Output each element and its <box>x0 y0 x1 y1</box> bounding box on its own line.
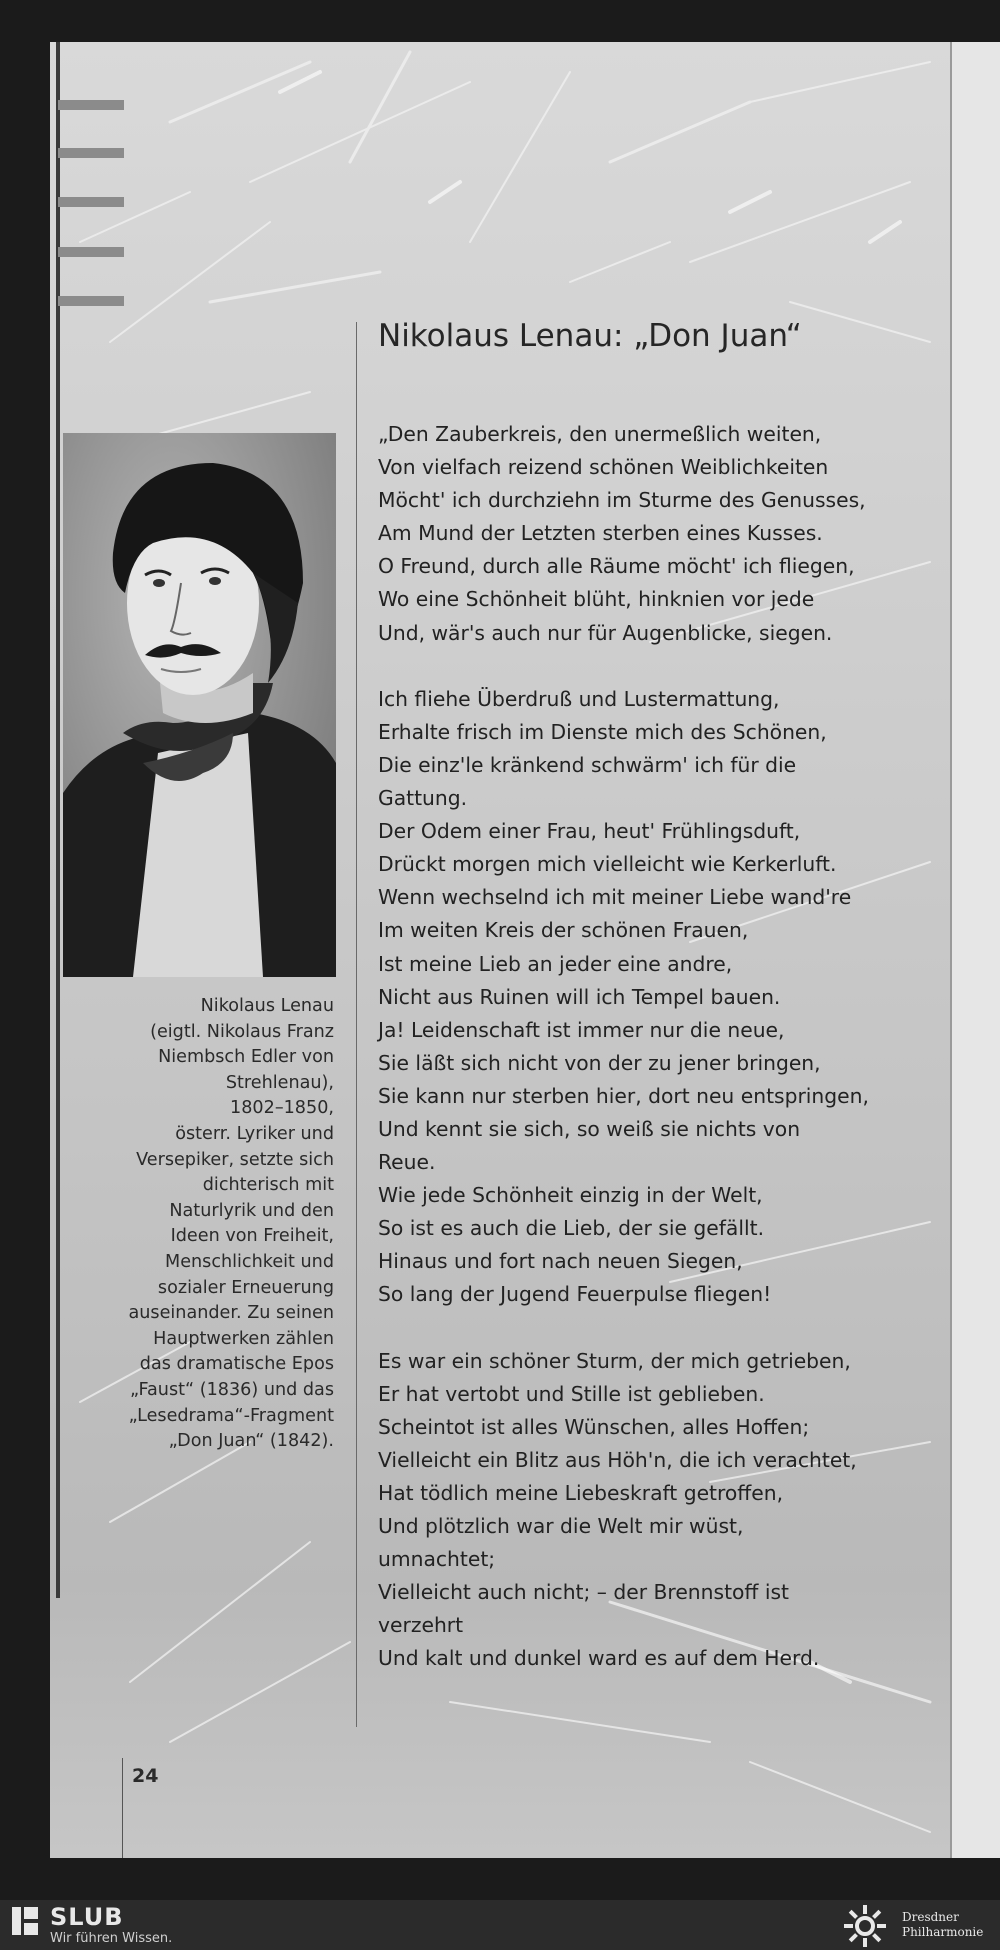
poem-line: Nicht aus Ruinen will ich Tempel bauen. <box>378 984 781 1009</box>
page-title: Nikolaus Lenau: „Don Juan“ <box>378 318 802 354</box>
poem-line: Der Odem einer Frau, heut' Frühlingsduft, <box>378 819 801 844</box>
caption-line: Hauptwerken zählen <box>153 1328 334 1349</box>
poem-line: Reue. <box>378 1150 436 1175</box>
caption-line: (eigtl. Nikolaus Franz <box>150 1021 334 1042</box>
poem-line: Von vielfach reizend schönen Weiblichkeiten <box>378 455 829 480</box>
poem-line: So ist es auch die Lieb, der sie gefällt. <box>378 1216 765 1241</box>
poem-line: Vielleicht auch nicht; – der Brennstoff ist <box>378 1580 790 1605</box>
poem-line: Und kennt sie sich, so weiß sie nichts von <box>378 1116 801 1141</box>
philharmonie-name-line1: Dresdner <box>902 1910 959 1924</box>
viewer-footer <box>0 1900 1000 1950</box>
margin-tick <box>58 296 124 306</box>
caption-line: sozialer Erneuerung <box>157 1277 334 1298</box>
poem-line: Vielleicht ein Blitz aus Höh'n, die ich verachtet, <box>378 1447 857 1472</box>
poem-line: Sie läßt sich nicht von der zu jener bringen, <box>378 1050 821 1075</box>
poem-line: Scheintot ist alles Wünschen, alles Hoffen; <box>378 1414 810 1439</box>
caption-line: das dramatische Epos <box>139 1354 334 1375</box>
poem-line: Die einz'le kränkend schwärm' ich für die <box>378 752 797 777</box>
caption-line: „Don Juan“ (1842). <box>168 1431 334 1452</box>
philharmonie-logo-icon[interactable] <box>842 1903 888 1949</box>
poem-line: Ja! Leidenschaft ist immer nur die neue, <box>378 1017 785 1042</box>
caption-line: Naturlyrik und den <box>169 1200 334 1221</box>
margin-tick <box>58 148 124 158</box>
caption-line: Strehlenau), <box>225 1072 334 1093</box>
caption-line: „Faust“ (1836) und das <box>130 1379 334 1400</box>
poem-line: Erhalte frisch im Dienste mich des Schönen, <box>378 719 827 744</box>
caption-line: Versepiker, setzte sich <box>136 1149 334 1170</box>
poem-text <box>378 418 898 1676</box>
poem-line: Und, wär's auch nur für Augenblicke, siegen. <box>378 620 833 645</box>
poem-line: Hat tödlich meine Liebeskraft getroffen, <box>378 1481 784 1505</box>
caption-line: Nikolaus Lenau <box>200 996 334 1016</box>
poem-line: Er hat vertobt und Stille ist geblieben. <box>378 1381 765 1406</box>
caption-line: Menschlichkeit und <box>165 1251 334 1272</box>
portrait-caption <box>90 994 334 1455</box>
poem-line: Wo eine Schönheit blüht, hinknien vor jede <box>378 587 815 612</box>
poem-line: Und kalt und dunkel ward es auf dem Herd. <box>378 1646 820 1671</box>
philharmonie-logo-text[interactable] <box>902 1910 983 1940</box>
facing-page-edge <box>950 42 1000 1858</box>
poem-line: Ist meine Lieb an jeder eine andre, <box>378 951 733 976</box>
poem-line: Hinaus und fort nach neuen Siegen, <box>378 1249 743 1274</box>
philharmonie-name-line2: Philharmonie <box>902 1925 984 1939</box>
portrait-image <box>63 433 336 977</box>
poem-line: Ich fliehe Überdruß und Lustermattung, <box>378 686 780 711</box>
caption-line: dichterisch mit <box>202 1175 334 1196</box>
caption-line: 1802–1850, <box>230 1098 334 1119</box>
caption-line: österr. Lyriker und <box>175 1123 334 1144</box>
poem-line: Es war ein schöner Sturm, der mich getrieben, <box>378 1348 851 1373</box>
poem-line: „Den Zauberkreis, den unermeßlich weiten, <box>378 422 822 446</box>
poem-line: Und plötzlich war die Welt mir wüst, <box>378 1514 744 1539</box>
caption-line: Ideen von Freiheit, <box>170 1226 334 1247</box>
page-number: 24 <box>132 1765 159 1787</box>
caption-line: auseinander. Zu seinen <box>128 1303 334 1324</box>
poem-line: Am Mund der Letzten sterben eines Kusses. <box>378 521 823 546</box>
stanza-gap <box>378 650 898 683</box>
binding-edge <box>56 42 60 1598</box>
poem-line: Wenn wechselnd ich mit meiner Liebe wand're <box>378 885 852 910</box>
poem-line: umnachtet; <box>378 1547 496 1572</box>
poem-line: verzehrt <box>378 1613 464 1638</box>
caption-line: Niembsch Edler von <box>158 1047 334 1068</box>
portrait-illustration <box>63 433 336 977</box>
margin-tick <box>58 197 124 207</box>
poem-line: Drückt morgen mich vielleicht wie Kerkerluft. <box>378 852 837 877</box>
slub-logo-icon[interactable] <box>12 1907 38 1935</box>
poem-line: So lang der Jugend Feuerpulse fliegen! <box>378 1282 772 1307</box>
poem-line: O Freund, durch alle Räume möcht' ich fliegen, <box>378 554 855 579</box>
poem-line: Möcht' ich durchziehn im Sturme des Genusses, <box>378 488 866 513</box>
slub-tagline: Wir führen Wissen. <box>50 1931 173 1946</box>
slub-logo-text[interactable]: SLUB <box>50 1903 124 1931</box>
poem-line: Im weiten Kreis der schönen Frauen, <box>378 918 749 943</box>
margin-tick <box>58 247 124 257</box>
poem-line: Sie kann nur sterben hier, dort neu entspringen, <box>378 1083 869 1108</box>
poem-line: Wie jede Schönheit einzig in der Welt, <box>378 1183 763 1208</box>
caption-line: „Lesedrama“-Fragment <box>128 1405 334 1426</box>
column-divider <box>356 322 357 1727</box>
stanza-gap <box>378 1312 898 1345</box>
page-number-rule <box>122 1758 123 1858</box>
margin-tick <box>58 100 124 110</box>
poem-line: Gattung. <box>378 786 468 811</box>
